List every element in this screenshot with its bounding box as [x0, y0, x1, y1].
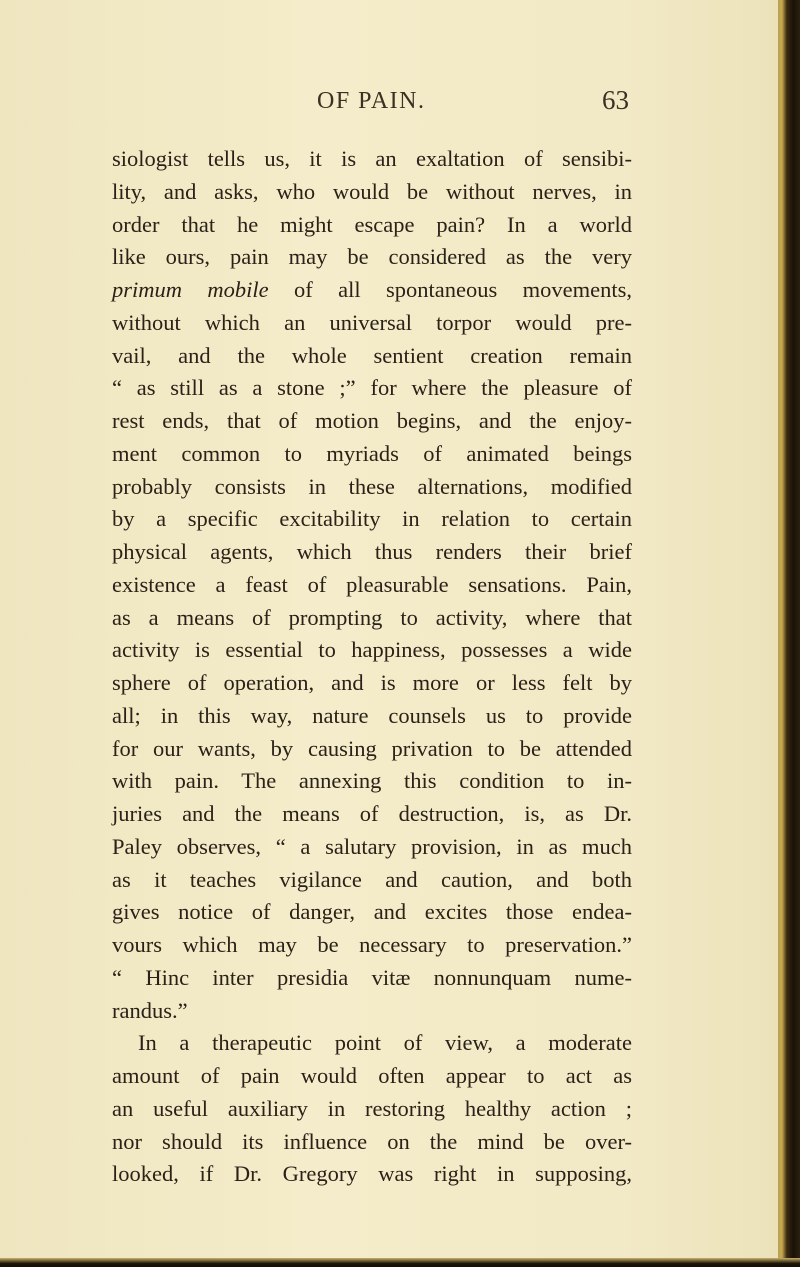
text-line: lity, and asks, who would be without nerves, in [112, 178, 632, 204]
text-line: like ours, pain may be considered as the very [112, 244, 632, 270]
page-number: 63 [602, 85, 629, 115]
text-line: vours which may be necessary to preservation.” [112, 932, 632, 957]
text-line: gives notice of danger, and excites those endea- [112, 899, 632, 925]
text-line: sphere of operation, and is more or less felt by [112, 670, 632, 695]
text-line: ment common to myriads of animated beings [112, 440, 632, 466]
text-line: activity is essential to happiness, possesses a wide [112, 637, 632, 663]
text-line-rest: of all spontaneous movements, [268, 277, 633, 302]
book-binding-edge [778, 0, 800, 1267]
text-line: without which an universal torpor would pre- [112, 309, 632, 335]
text-line: “ Hinc inter presidia vitæ nonnunquam nume- [112, 964, 632, 990]
text-line: amount of pain would often appear to act as [112, 1063, 632, 1088]
text-line: vail, and the whole sentient creation remain [112, 342, 632, 368]
text-line: physical agents, which thus renders their brief [112, 539, 632, 564]
text-line-paragraph-end: randus.” [112, 997, 188, 1023]
text-line-paragraph-start: In a therapeutic point of view, a moderate [138, 1030, 632, 1056]
body-text [112, 143, 632, 1191]
text-line: by a specific excitability in relation to certain [112, 506, 632, 532]
text-line: Paley observes, “ a salutary provision, in as much [112, 833, 632, 859]
text-line: as a means of prompting to activity, where that [112, 604, 632, 630]
text-line: existence a feast of pleasurable sensations. Pain, [112, 571, 632, 597]
text-line: for our wants, by causing privation to be attended [112, 735, 632, 761]
page-bottom-edge [0, 1258, 800, 1267]
text-line: siologist tells us, it is an exaltation of sensibi- [112, 146, 632, 171]
text-line: order that he might escape pain? In a world [112, 211, 632, 237]
text-line: all; in this way, nature counsels us to provide [112, 702, 632, 728]
text-line: “ as still as a stone ;” for where the pleasure of [112, 375, 632, 401]
italic-phrase: primum mobile [112, 277, 269, 302]
text-line: looked, if Dr. Gregory was right in supposing, [112, 1161, 632, 1187]
text-line: as it teaches vigilance and caution, and both [112, 866, 632, 892]
text-line [112, 274, 632, 307]
text-line: with pain. The annexing this condition to in- [112, 768, 632, 794]
text-line: probably consists in these alternations, modified [112, 473, 632, 499]
text-line: juries and the means of destruction, is, as Dr. [112, 801, 632, 826]
page-header [0, 85, 778, 128]
text-line: an useful auxiliary in restoring healthy action ; [112, 1095, 632, 1121]
text-line: rest ends, that of motion begins, and the enjoy- [112, 408, 632, 433]
text-line: nor should its influence on the mind be over- [112, 1128, 632, 1154]
running-head: OF PAIN. [317, 88, 426, 114]
